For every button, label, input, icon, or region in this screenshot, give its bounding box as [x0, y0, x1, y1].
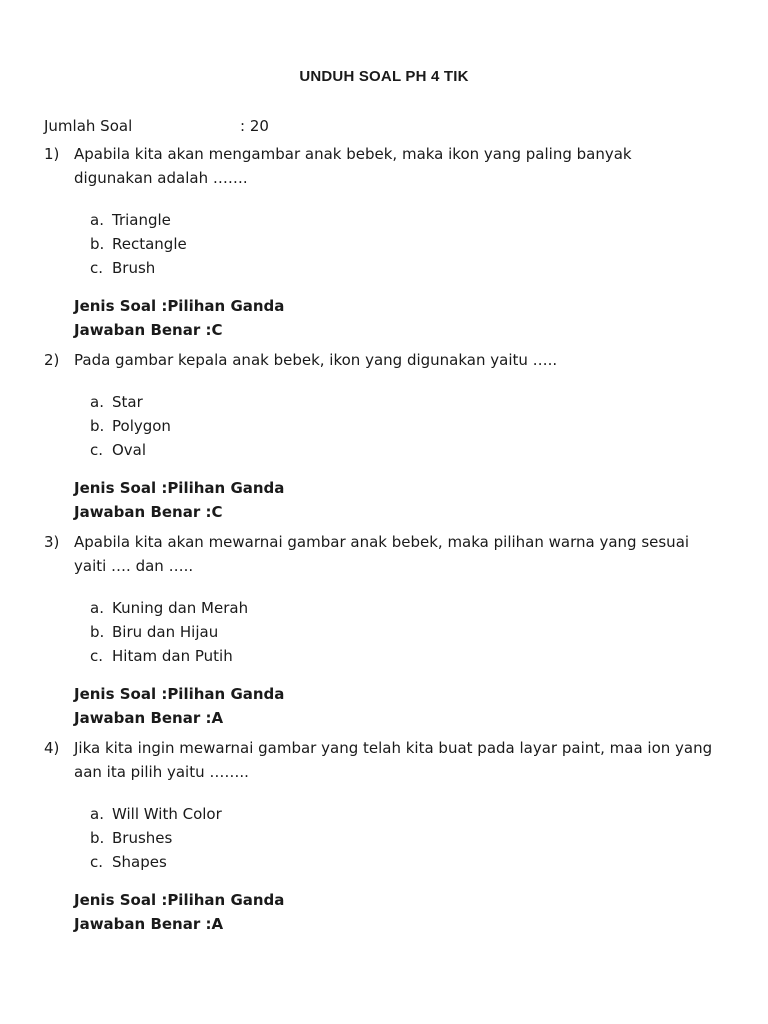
option-b — [90, 414, 734, 438]
question-meta — [74, 682, 734, 730]
question-2 — [44, 348, 734, 524]
option-text: Brushes — [112, 829, 173, 847]
question-count-label: Jumlah Soal — [44, 117, 133, 135]
options-list — [90, 596, 734, 668]
question-text-line: Pada gambar kepala anak bebek, ikon yang digunakan yaitu ….. — [74, 351, 558, 369]
option-letter: a. — [90, 805, 104, 823]
option-b — [90, 620, 734, 644]
option-a — [90, 390, 734, 414]
option-letter: a. — [90, 393, 104, 411]
option-text: Polygon — [112, 417, 171, 435]
question-type: Jenis Soal :Pilihan Ganda — [74, 685, 285, 703]
option-a — [90, 802, 734, 826]
question-text-line: aan ita pilih yaitu …….. — [74, 763, 249, 781]
option-text: Biru dan Hijau — [112, 623, 219, 641]
question-count-value: : 20 — [240, 117, 269, 135]
question-type: Jenis Soal :Pilihan Ganda — [74, 297, 285, 315]
option-letter: a. — [90, 211, 104, 229]
option-letter: b. — [90, 417, 105, 435]
option-text: Rectangle — [112, 235, 187, 253]
question-4 — [44, 736, 734, 936]
option-text: Will With Color — [112, 805, 222, 823]
question-text — [44, 348, 734, 372]
question-type: Jenis Soal :Pilihan Ganda — [74, 891, 285, 909]
question-number: 2) — [44, 351, 60, 369]
question-1 — [44, 142, 734, 342]
option-text: Kuning dan Merah — [112, 599, 249, 617]
option-a — [90, 596, 734, 620]
options-list — [90, 208, 734, 280]
option-c — [90, 850, 734, 874]
question-text-line: Jika kita ingin mewarnai gambar yang telah kita buat pada layar paint, maa ion yang — [74, 739, 713, 757]
question-meta — [74, 294, 734, 342]
correct-answer: Jawaban Benar :A — [74, 709, 224, 727]
option-text: Oval — [112, 441, 147, 459]
option-text: Triangle — [112, 211, 171, 229]
option-letter: c. — [90, 853, 104, 871]
option-letter: b. — [90, 623, 105, 641]
page-title: UNDUH SOAL PH 4 TIK — [299, 68, 469, 85]
question-text-line: digunakan adalah ……. — [74, 169, 248, 187]
option-letter: c. — [90, 647, 104, 665]
question-text — [44, 142, 734, 190]
question-text-line: Apabila kita akan mengambar anak bebek, maka ikon yang paling banyak — [74, 145, 632, 163]
option-a — [90, 208, 734, 232]
question-meta — [74, 888, 734, 936]
question-3 — [44, 530, 734, 730]
question-number: 1) — [44, 145, 60, 163]
question-number: 3) — [44, 533, 60, 551]
question-type: Jenis Soal :Pilihan Ganda — [74, 479, 285, 497]
option-letter: c. — [90, 441, 104, 459]
option-letter: a. — [90, 599, 104, 617]
option-letter: b. — [90, 829, 105, 847]
correct-answer: Jawaban Benar :A — [74, 915, 224, 933]
option-letter: b. — [90, 235, 105, 253]
option-c — [90, 256, 734, 280]
options-list — [90, 802, 734, 874]
option-text: Star — [112, 393, 143, 411]
option-b — [90, 232, 734, 256]
option-text: Brush — [112, 259, 156, 277]
option-text: Shapes — [112, 853, 167, 871]
correct-answer: Jawaban Benar :C — [74, 503, 223, 521]
correct-answer: Jawaban Benar :C — [74, 321, 223, 339]
question-text-line: Apabila kita akan mewarnai gambar anak bebek, maka pilihan warna yang sesuai — [74, 533, 690, 551]
option-letter: c. — [90, 259, 104, 277]
question-text — [44, 530, 734, 578]
option-b — [90, 826, 734, 850]
option-c — [90, 438, 734, 462]
question-count-row — [44, 116, 269, 136]
question-text-line: yaiti …. dan ….. — [74, 557, 194, 575]
option-c — [90, 644, 734, 668]
option-text: Hitam dan Putih — [112, 647, 233, 665]
question-meta — [74, 476, 734, 524]
question-number: 4) — [44, 739, 60, 757]
question-text — [44, 736, 734, 784]
options-list — [90, 390, 734, 462]
